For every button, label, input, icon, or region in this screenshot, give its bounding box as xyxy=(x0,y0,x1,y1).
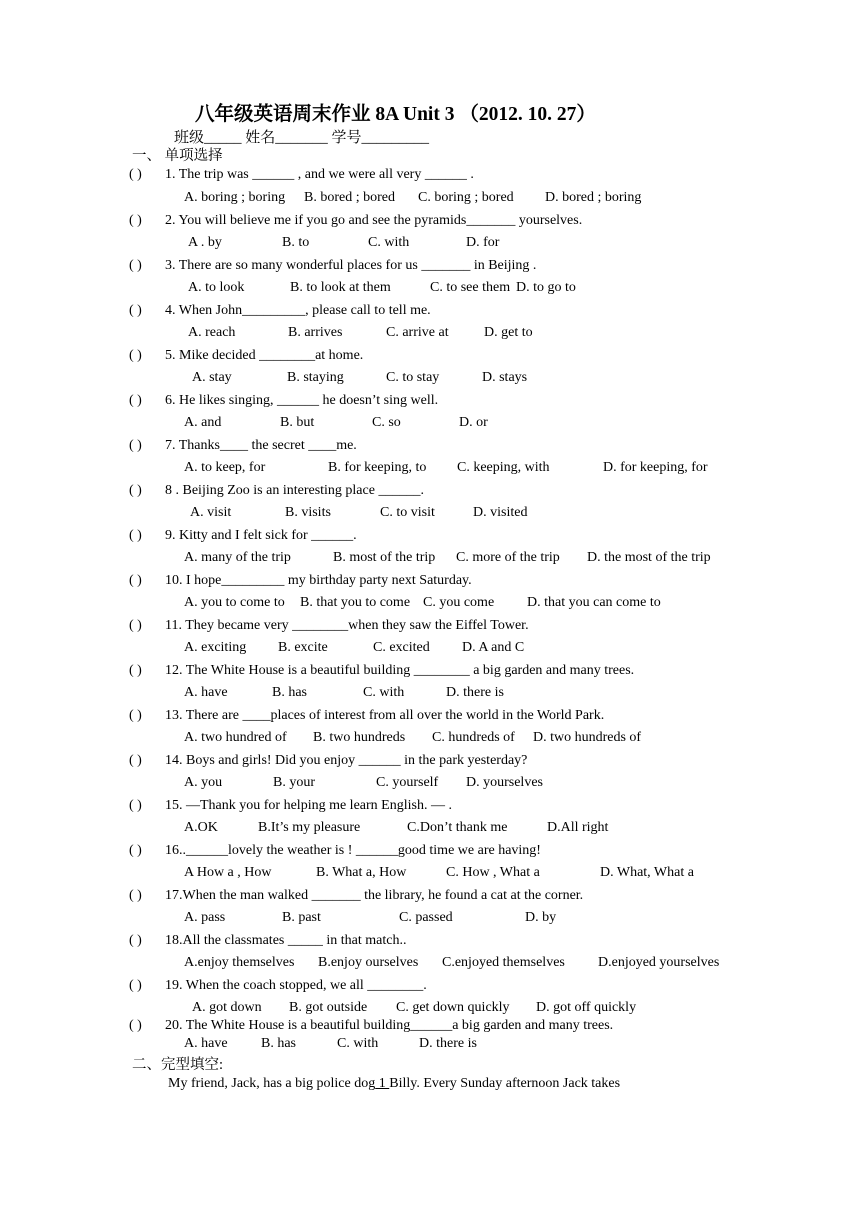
question-text: 5. Mike decided ________at home. xyxy=(165,348,364,363)
option-d: D.All right xyxy=(547,820,609,835)
option-b: B. but xyxy=(280,415,315,430)
answer-bracket: ( ) xyxy=(129,753,142,768)
answer-bracket: ( ) xyxy=(129,843,142,858)
option-a: A. pass xyxy=(184,910,226,925)
option-a: A How a , How xyxy=(184,865,272,880)
option-a: A. you to come to xyxy=(184,595,285,610)
option-c: C. more of the trip xyxy=(456,550,560,565)
option-c: C. to stay xyxy=(386,370,440,385)
option-d: D. there is xyxy=(419,1036,477,1051)
option-c: C. with xyxy=(337,1036,379,1051)
option-a: A.enjoy themselves xyxy=(184,955,295,970)
option-a: A.OK xyxy=(184,820,218,835)
option-b: B.It’s my pleasure xyxy=(258,820,361,835)
option-d: D. visited xyxy=(473,505,528,520)
question-text: 9. Kitty and I felt sick for ______. xyxy=(165,528,357,543)
answer-bracket: ( ) xyxy=(129,618,142,633)
answer-bracket: ( ) xyxy=(129,708,142,723)
option-c: C. passed xyxy=(399,910,453,925)
option-c: C. keeping, with xyxy=(457,460,550,475)
answer-bracket: ( ) xyxy=(129,663,142,678)
passage-text-after: Billy. Every Sunday afternoon Jack takes xyxy=(389,1076,621,1091)
question-text: 10. I hope_________ my birthday party next Saturday. xyxy=(165,573,472,588)
option-c: C. How , What a xyxy=(446,865,540,880)
option-a: A. exciting xyxy=(184,640,247,655)
answer-bracket: ( ) xyxy=(129,303,142,318)
answer-bracket: ( ) xyxy=(129,483,142,498)
option-a: A. you xyxy=(184,775,223,790)
option-b: B. to xyxy=(282,235,310,250)
answer-bracket: ( ) xyxy=(129,1018,142,1033)
question-text: 8 . Beijing Zoo is an interesting place ______. xyxy=(165,483,424,498)
option-b: B. bored ; bored xyxy=(304,190,395,205)
option-a: A . by xyxy=(188,235,222,250)
question-text: 14. Boys and girls! Did you enjoy ______ in the park yesterday? xyxy=(165,753,528,768)
option-d: D. the most of the trip xyxy=(587,550,711,565)
option-b: B. your xyxy=(273,775,315,790)
option-a: A. visit xyxy=(190,505,232,520)
option-c: C. you come xyxy=(423,595,495,610)
answer-bracket: ( ) xyxy=(129,213,142,228)
question-text: 4. When John_________, please call to tell me. xyxy=(165,303,431,318)
option-b: B. to look at them xyxy=(290,280,391,295)
option-c: C. with xyxy=(368,235,410,250)
page-title: 八年级英语周末作业 8A Unit 3 （2012. 10. 27） xyxy=(195,104,596,125)
option-c: C. boring ; bored xyxy=(418,190,514,205)
option-c: C. to visit xyxy=(380,505,435,520)
question-text: 18.All the classmates _____ in that match.. xyxy=(165,933,407,948)
option-b: B. arrives xyxy=(288,325,343,340)
answer-bracket: ( ) xyxy=(129,167,142,182)
option-c: C. excited xyxy=(373,640,430,655)
question-text: 3. There are so many wonderful places for us _______ in Beijing . xyxy=(165,258,537,273)
answer-bracket: ( ) xyxy=(129,528,142,543)
option-d: D. there is xyxy=(446,685,504,700)
option-a: A. boring ; boring xyxy=(184,190,286,205)
option-a: A. have xyxy=(184,685,228,700)
question-text: 11. They became very ________when they saw the Eiffel Tower. xyxy=(165,618,529,633)
option-b: B. has xyxy=(272,685,307,700)
option-c: C. with xyxy=(363,685,405,700)
answer-bracket: ( ) xyxy=(129,348,142,363)
option-c: C.Don’t thank me xyxy=(407,820,508,835)
option-d: D. A and C xyxy=(462,640,525,655)
option-c: C. to see them xyxy=(430,280,511,295)
question-text: 12. The White House is a beautiful building ________ a big garden and many trees. xyxy=(165,663,635,678)
option-a: A. reach xyxy=(188,325,236,340)
answer-bracket: ( ) xyxy=(129,798,142,813)
question-text: 16..______lovely the weather is ! ______good time we are having! xyxy=(165,843,541,858)
option-d: D. for keeping, for xyxy=(603,460,708,475)
option-b: B. past xyxy=(282,910,321,925)
answer-bracket: ( ) xyxy=(129,393,142,408)
answer-bracket: ( ) xyxy=(129,888,142,903)
answer-bracket: ( ) xyxy=(129,933,142,948)
option-a: A. have xyxy=(184,1036,228,1051)
answer-bracket: ( ) xyxy=(129,573,142,588)
option-a: A. and xyxy=(184,415,222,430)
option-d: D. bored ; boring xyxy=(545,190,642,205)
option-b: B. got outside xyxy=(289,1000,368,1015)
option-d: D. get to xyxy=(484,325,533,340)
option-b: B.enjoy ourselves xyxy=(318,955,419,970)
option-b: B. has xyxy=(261,1036,296,1051)
question-text: 20. The White House is a beautiful building______a big garden and many trees. xyxy=(165,1018,614,1033)
option-a: A. two hundred of xyxy=(184,730,287,745)
option-a: A. to keep, for xyxy=(184,460,266,475)
section-heading-multiple-choice: 一、 单项选择 xyxy=(132,148,223,164)
option-d: D. for xyxy=(466,235,500,250)
option-d: D. What, What a xyxy=(600,865,694,880)
option-c: C. yourself xyxy=(376,775,439,790)
question-text: 17.When the man walked _______ the library, he found a cat at the corner. xyxy=(165,888,584,903)
option-c: C.enjoyed themselves xyxy=(442,955,565,970)
option-b: B. staying xyxy=(287,370,344,385)
option-c: C. hundreds of xyxy=(432,730,515,745)
option-b: B. that you to come xyxy=(300,595,411,610)
option-a: A. many of the trip xyxy=(184,550,291,565)
option-b: B. excite xyxy=(278,640,328,655)
answer-bracket: ( ) xyxy=(129,978,142,993)
question-text: 6. He likes singing, ______ he doesn’t sing well. xyxy=(165,393,439,408)
passage-blank-1: 1 xyxy=(375,1076,390,1091)
option-c: C. so xyxy=(372,415,401,430)
question-text: 19. When the coach stopped, we all ________. xyxy=(165,978,427,993)
option-b: B. visits xyxy=(285,505,331,520)
question-text: 1. The trip was ______ , and we were all very ______ . xyxy=(165,167,474,182)
option-b: B. What a, How xyxy=(316,865,407,880)
option-d: D. by xyxy=(525,910,557,925)
student-info-line: 班级_____ 姓名_______ 学号_________ xyxy=(174,130,430,146)
question-text: 15. —Thank you for helping me learn English. — . xyxy=(165,798,452,813)
option-a: A. to look xyxy=(188,280,245,295)
option-b: B. most of the trip xyxy=(333,550,436,565)
answer-bracket: ( ) xyxy=(129,258,142,273)
option-d: D. got off quickly xyxy=(536,1000,637,1015)
cloze-passage xyxy=(168,1076,620,1092)
option-b: B. for keeping, to xyxy=(328,460,427,475)
option-d: D. stays xyxy=(482,370,528,385)
section-heading-cloze: 二、完型填空: xyxy=(132,1057,224,1073)
question-text: 13. There are ____places of interest from all over the world in the World Park. xyxy=(165,708,605,723)
option-a: A. stay xyxy=(192,370,232,385)
option-d: D. two hundreds of xyxy=(533,730,642,745)
question-text: 7. Thanks____ the secret ____me. xyxy=(165,438,357,453)
answer-bracket: ( ) xyxy=(129,438,142,453)
option-c: C. arrive at xyxy=(386,325,449,340)
question-text: 2. You will believe me if you go and see the pyramids_______ yourselves. xyxy=(165,213,583,228)
option-d: D. to go to xyxy=(516,280,576,295)
option-b: B. two hundreds xyxy=(313,730,406,745)
option-c: C. get down quickly xyxy=(396,1000,510,1015)
option-d: D. or xyxy=(459,415,488,430)
option-d: D. yourselves xyxy=(466,775,543,790)
option-a: A. got down xyxy=(192,1000,262,1015)
option-d: D. that you can come to xyxy=(527,595,661,610)
passage-text-before: My friend, Jack, has a big police dog xyxy=(168,1076,376,1091)
option-d: D.enjoyed yourselves xyxy=(598,955,720,970)
